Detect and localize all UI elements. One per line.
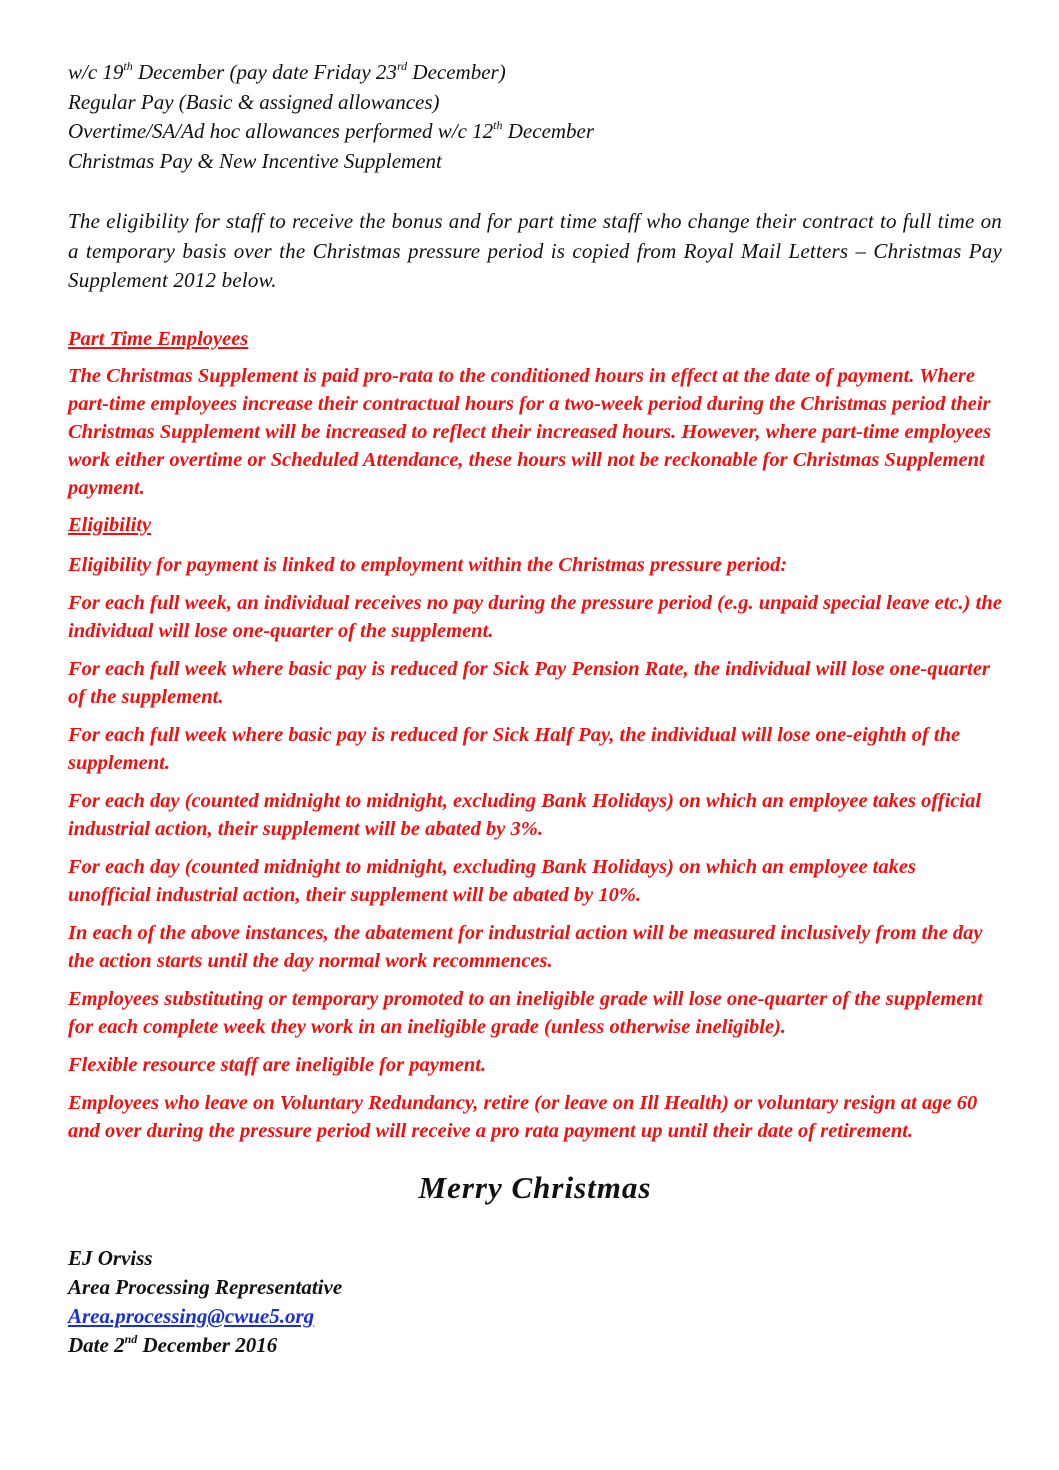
part-time-section <box>68 325 1002 353</box>
pay-schedule-line-3: Overtime/SA/Ad hoc allowances performed w/c 12th December <box>68 118 595 143</box>
pay-schedule-line-1: w/c 19th December (pay date Friday 23rd December) <box>68 59 506 84</box>
eligibility-rule: Eligibility for payment is linked to employment within the Christmas pressure period: <box>68 553 788 576</box>
eligibility-rule: For each full week where basic pay is reduced for Sick Half Pay, the individual will lose one-eighth of the supplement. <box>68 723 961 774</box>
eligibility-rule: Employees who leave on Voluntary Redundancy, retire (or leave on Ill Health) or voluntary resign at age 60 and over during the pressure period will receive a pro rata payment up until their date of retirement. <box>68 1091 978 1142</box>
signature-role: Area Processing Representative <box>68 1274 343 1299</box>
closing-greeting: Merry Christmas <box>418 1169 652 1205</box>
eligibility-rule: For each full week where basic pay is reduced for Sick Pay Pension Rate, the individual will lose one-quarter of the supplement. <box>68 657 990 708</box>
signature-block <box>68 1244 1002 1360</box>
eligibility-rule: Flexible resource staff are ineligible for payment. <box>68 1053 487 1076</box>
eligibility-rule: Employees substituting or temporary promoted to an ineligible grade will lose one-quarter of the supplement for each complete week they work in an ineligible grade (unless otherwise ineligible). <box>68 987 983 1038</box>
eligibility-heading: Eligibility <box>68 513 152 536</box>
signature-email-row <box>68 1302 1002 1331</box>
eligibility-intro: The eligibility for staff to receive the bonus and for part time staff who change their contract to full time on a temporary basis over the Christmas pressure period is copied from Royal Mail Letters – Christmas Pay Supplement 2012 below. <box>68 209 1002 292</box>
eligibility-rule: For each day (counted midnight to midnight, excluding Bank Holidays) on which an employee takes unofficial industrial action, their supplement will be abated by 10%. <box>68 855 916 906</box>
pay-schedule-line-2: Regular Pay (Basic & assigned allowances) <box>68 89 440 114</box>
eligibility-rule: For each day (counted midnight to midnight, excluding Bank Holidays) on which an employee takes official industrial action, their supplement will be abated by 3%. <box>68 789 982 840</box>
pay-schedule <box>68 58 1002 176</box>
signature-email-link[interactable]: Area.processing@cwue5.org <box>68 1303 315 1328</box>
part-time-heading: Part Time Employees <box>68 327 249 350</box>
signature-name: EJ Orviss <box>68 1245 153 1270</box>
eligibility-rule: In each of the above instances, the abatement for industrial action will be measured inclusively from the day the action starts until the day normal work recommences. <box>68 921 983 972</box>
pay-schedule-line-4: Christmas Pay & New Incentive Supplement <box>68 148 442 173</box>
eligibility-section <box>68 511 1002 539</box>
part-time-body: The Christmas Supplement is paid pro-rata to the conditioned hours in effect at the date of payment. Where part-time employees increase their contractual hours for a two-week period during the Christmas period their Christmas Supplement will be increased to reflect their increased hours. However, where part-time employees work either overtime or Scheduled Attendance, these hours will not be reckonable for Christmas Supplement payment. <box>68 364 992 499</box>
signature-date: Date 2nd December 2016 <box>68 1331 278 1357</box>
eligibility-rule: For each full week, an individual receives no pay during the pressure period (e.g. unpaid special leave etc.) the individual will lose one-quarter of the supplement. <box>68 591 1002 642</box>
document-page <box>68 58 1002 1360</box>
